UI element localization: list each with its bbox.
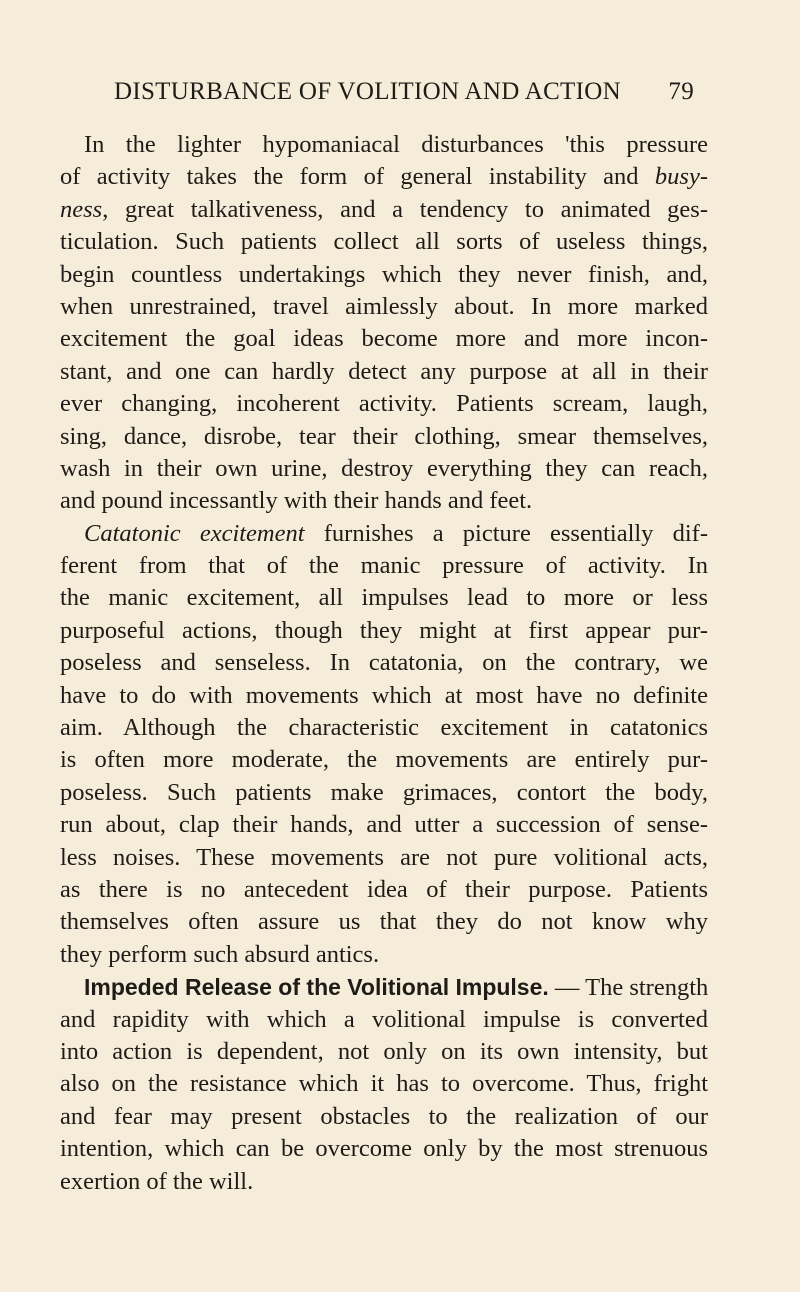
line-text: have to do with movements which at most have no definite: [60, 681, 708, 709]
text-line: [60, 1036, 708, 1068]
line-text: they perform such absurd antics.: [60, 940, 380, 968]
text-line: [60, 1004, 708, 1036]
line-text: stant, and one can hardly detect any purpose at all in their: [60, 357, 708, 385]
text-line: [60, 971, 708, 1003]
text-line: [60, 647, 708, 679]
text-line: [60, 485, 708, 517]
line-text: and rapidity with which a volitional impulse is converted: [60, 1005, 708, 1033]
line-text: intention, which can be overcome only by the most strenuous: [60, 1135, 708, 1163]
page-body: [60, 129, 708, 1198]
line-text: the manic excitement, all impulses lead to more or less: [60, 584, 708, 612]
line-text: , great talkativeness, and a tendency to animated ges-: [102, 195, 708, 223]
text-line: [60, 129, 708, 161]
paragraph-impeded-release: [60, 971, 708, 1198]
paragraph-hypomanic: [60, 129, 708, 518]
page-number: 79: [668, 78, 694, 105]
text-line: [60, 1133, 708, 1165]
line-text: excitement the goal ideas become more and more incon-: [60, 325, 708, 353]
text-line: [60, 194, 708, 226]
text-line: [60, 518, 708, 550]
text-line: [60, 874, 708, 906]
text-line: [60, 1166, 708, 1198]
line-text: sing, dance, disrobe, tear their clothing, smear themselves,: [60, 422, 708, 450]
line-text: as there is no antecedent idea of their purpose. Patients: [60, 875, 708, 903]
text-line: [60, 1068, 708, 1100]
text-line: [60, 777, 708, 809]
line-text: exertion of the will.: [60, 1167, 254, 1195]
text-line: [60, 809, 708, 841]
line-text: furnishes a picture essentially dif-: [304, 519, 708, 547]
line-text: themselves often assure us that they do not know why: [60, 908, 708, 936]
text-line: [60, 582, 708, 614]
line-text: run about, clap their hands, and utter a succession of sense-: [60, 811, 708, 839]
line-text: — The strength: [548, 974, 709, 1002]
line-text: ferent from that of the manic pressure of activity. In: [60, 552, 708, 580]
line-text: In the lighter hypomaniacal disturbances 'this pressure: [84, 131, 708, 158]
line-text: and fear may present obstacles to the realization of our: [60, 1102, 708, 1130]
text-line: [60, 161, 708, 193]
text-line: [60, 550, 708, 582]
italic-term: busy-: [654, 163, 708, 191]
text-line: [60, 323, 708, 355]
text-line: [60, 615, 708, 647]
text-line: [60, 712, 708, 744]
text-line: [60, 388, 708, 420]
text-line: [60, 1101, 708, 1133]
line-text: purposeful actions, though they might at first appear pur-: [60, 616, 708, 644]
italic-term: ness: [60, 195, 103, 223]
running-header: [114, 78, 694, 106]
italic-term: Catatonic excitement: [84, 519, 305, 547]
line-text: poseless and senseless. In catatonia, on the contrary, we: [60, 649, 708, 677]
text-line: [60, 291, 708, 323]
text-line: [60, 939, 708, 971]
line-text: also on the resistance which it has to overcome. Thus, fright: [60, 1070, 708, 1098]
line-text: ever changing, incoherent activity. Patients scream, laugh,: [60, 390, 708, 418]
line-text: and pound incessantly with their hands and feet.: [60, 487, 533, 515]
text-line: [60, 906, 708, 938]
text-line: [60, 453, 708, 485]
line-text: wash in their own urine, destroy everything they can reach,: [60, 454, 708, 482]
line-text: begin countless undertakings which they never finish, and,: [60, 260, 708, 288]
line-text: is often more moderate, the movements are entirely pur-: [60, 746, 708, 774]
text-line: [60, 842, 708, 874]
section-heading: Impeded Release of the Volitional Impulse.: [84, 974, 549, 1001]
text-line: [60, 356, 708, 388]
running-title: DISTURBANCE OF VOLITION AND ACTION: [114, 78, 621, 105]
line-text: into action is dependent, not only on its own intensity, but: [60, 1037, 708, 1065]
text-line: [60, 680, 708, 712]
paragraph-catatonic: [60, 518, 708, 971]
line-text: when unrestrained, travel aimlessly about. In more marked: [60, 292, 708, 320]
text-line: [60, 744, 708, 776]
line-text: of activity takes the form of general instability and: [60, 163, 655, 191]
text-line: [60, 259, 708, 291]
line-text: poseless. Such patients make grimaces, contort the body,: [60, 778, 708, 806]
line-text: ticulation. Such patients collect all sorts of useless things,: [60, 228, 708, 256]
line-text: less noises. These movements are not pure volitional acts,: [60, 843, 708, 871]
text-line: [60, 226, 708, 258]
line-text: aim. Although the characteristic excitement in catatonics: [60, 714, 708, 742]
text-line: [60, 421, 708, 453]
